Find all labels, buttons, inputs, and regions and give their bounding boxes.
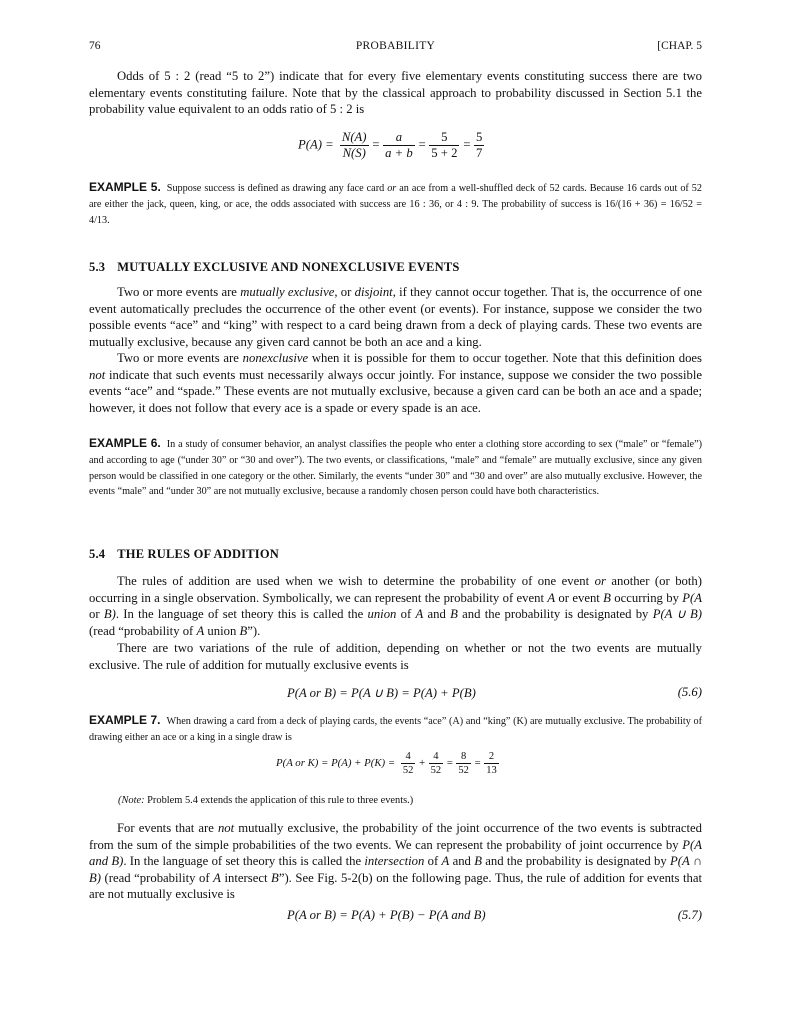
s54p1-orword: or: [89, 607, 104, 622]
intro-text: Odds of 5 : 2 (read “5 to 2”) indicate that for every five elementary events constituting success there are two elementary events constituting failure. Note that by the classical approach to probability discussed in Section 5.1 the probability value equivalent to an odds ratio of 5 : 2 is: [89, 69, 702, 117]
s54p1-c: or event: [555, 590, 604, 605]
section-5-3-heading: [89, 260, 460, 275]
running-title: PROBABILITY: [355, 40, 436, 52]
s53p2-b: when it is possible for them to occur together. Note that this definition does: [308, 351, 702, 365]
s53p2-not: not: [89, 367, 106, 382]
s53p1-disjoint: disjoint: [354, 285, 393, 299]
note-prefix: (Note:: [118, 795, 145, 806]
s53p1-mutually-exclusive: mutually exclusive: [240, 285, 335, 299]
s53p1-b: , or: [334, 285, 355, 299]
s54p1-g: and: [423, 607, 451, 622]
example-5-text-b: an ace from a well-shuffled deck of 52 cards. Because 16 cards out of 52 are either the jack, queen, king, or ace, the odds associated with success are 16 : 36, or 4 : 9. The probability of success is 16/(16 + 36) = 16/52 = 4/13.: [89, 183, 702, 226]
pn-A: A: [441, 854, 450, 869]
eq1-frac2-num: a: [383, 130, 415, 146]
example-7: [89, 713, 702, 746]
page-number: 76: [89, 40, 101, 52]
eq-ex7-f2-den: 52: [430, 765, 442, 776]
pn-not: not: [217, 821, 235, 835]
eq1-frac1-den: N(S): [342, 146, 366, 160]
eq-ex7-f4-den: 13: [486, 765, 497, 776]
pn-d: of: [424, 854, 442, 869]
eq1-frac4-den: 7: [476, 146, 483, 160]
equation-odds-probability: P(A) = $\frac{N(A)}{N(S)}$ = $\frac{a}{a + b}$ = $\frac{5}{5 + 2}$ = $\frac{5}{7}$: [298, 130, 483, 160]
s54p1-B3: B: [450, 607, 458, 622]
equation-example-7: P(A or K) = P(A) + P(K) = $\frac{4}{52}$ + $\frac{4}{52}$ = $\frac{8}{52}$ = $\frac{2}{13}$: [276, 751, 497, 776]
s54p1-or: or: [594, 574, 606, 588]
s53p1-a: Two or more events are: [117, 285, 241, 299]
s54p1-k: ”).: [247, 623, 261, 638]
example-5-label: EXAMPLE 5.: [89, 180, 161, 194]
note-line: [118, 795, 413, 806]
equation-5-7-number: (5.7): [677, 908, 702, 922]
s54p1-b: another (or both) occurring in a single observation. Symbolically, we can represent the probability of event: [89, 574, 702, 605]
equation-5-6: [287, 685, 476, 701]
section-5-4-paragraph-1: [89, 573, 702, 639]
eq-ex7-f1-num: 4: [401, 750, 416, 764]
s53p2-c: indicate that such events must necessarily always occur jointly. For instance, suppose we consider the two possible events “ace” and “spade.” These events are not mutually exclusive, because a given card can be both an ace and a spade; however, it does not follow that every ace is a spade or every spade is an ace.: [89, 367, 702, 415]
pn-i: ”). See Fig. 5-2(b) on the following page. Thus, the rule of addition for events that are not mutually exclusive is: [89, 870, 702, 902]
s54p1-PAUB: P(A ∪ B): [652, 607, 702, 622]
s54p1-A2: A: [415, 607, 424, 622]
s54p2-text: There are two variations of the rule of addition, depending on whether or not the two events are mutually exclusive. The rule of addition for mutually exclusive events is: [89, 641, 702, 672]
running-header: [89, 40, 702, 56]
example-7-text: When drawing a card from a deck of playing cards, the events “ace” (A) and “king” (K) are mutually exclusive. The probability of drawing either an ace or a king in a single draw is: [89, 716, 702, 743]
eq-ex7-f3-den: 52: [458, 765, 469, 776]
pn-h: intersect: [220, 870, 272, 885]
section-number: 5.3: [89, 260, 106, 274]
s54p1-i: (read “probability of: [89, 623, 197, 638]
s54p1-A3: A: [196, 623, 205, 638]
eq-ex7-f4-num: 2: [484, 750, 499, 764]
s53p1-c: , if they cannot occur together. That is, the occurrence of one event automatically precludes the occurrence of the other event (or events). For instance, suppose we consider the two possible events “ace” and “king” with respect to a card being drawn from a deck of playing cards. These two events are mutually exclusive, because any given card cannot be both an ace and a king.: [89, 285, 703, 349]
pn-A2: A: [213, 870, 221, 885]
pn-B: B: [474, 854, 482, 869]
s54p1-f: of: [396, 607, 416, 622]
s54p1-a: The rules of addition are used when we wish to determine the probability of one event: [117, 574, 595, 588]
note-text: Problem 5.4 extends the application of this rule to three events.): [144, 795, 414, 806]
eq-ex7-f2-num: 4: [429, 750, 444, 764]
s54p1-h: and the probability is designated by: [457, 607, 653, 622]
eq1-frac1-num: N(A): [341, 130, 367, 144]
s53p2-a: Two or more events are: [117, 351, 243, 365]
example-6-label: EXAMPLE 6.: [89, 436, 161, 450]
s54p1-j: union: [204, 623, 240, 638]
intro-paragraph: [89, 68, 702, 118]
s54p1-A: A: [547, 590, 556, 605]
s54p1-union: union: [367, 607, 397, 622]
s54p1-B2: B): [103, 607, 116, 622]
pn-a: For events that are: [117, 821, 218, 835]
s53p2-nonexclusive: nonexclusive: [242, 351, 309, 365]
section-title: THE RULES OF ADDITION: [117, 547, 279, 561]
nonexclusive-rule-paragraph: [89, 820, 702, 903]
eq1-lhs: P(A) =: [298, 137, 334, 152]
s54p1-PA: P(A: [682, 590, 702, 605]
section-5-3-paragraph-1: [89, 284, 702, 350]
example-6: [89, 436, 702, 500]
eq-ex7-lhs: P(A or K) = P(A) + P(K) =: [276, 756, 396, 769]
pn-B2: B: [271, 870, 279, 885]
eq57-text: P(A or B) = P(A) + P(B) − P(A and B): [287, 908, 486, 922]
section-5-4-heading: [89, 547, 279, 562]
eq-ex7-f1-den: 52: [402, 765, 414, 776]
pn-g: (read “probability of: [100, 870, 214, 885]
chapter-label: [CHAP. 5: [657, 40, 702, 52]
section-5-4-paragraph-2: [89, 640, 702, 673]
pn-f: and the probability is designated by: [481, 854, 671, 869]
example-5: [89, 180, 702, 228]
pn-c: . In the language of set theory this is called the: [123, 854, 365, 869]
equation-5-6-number: (5.6): [677, 685, 702, 699]
eq1-frac2-den: a + b: [385, 146, 413, 160]
s54p1-B4: B: [239, 623, 248, 638]
s54p1-e: . In the language of set theory this is called the: [115, 607, 368, 622]
example-5-or: or: [387, 183, 397, 194]
section-number: 5.4: [89, 547, 106, 561]
eq-ex7-f3-num: 8: [456, 750, 471, 764]
pn-pab: P(A and B): [89, 837, 702, 869]
s54p1-d: occurring by: [610, 590, 683, 605]
eq1-frac3-den: 5 + 2: [431, 146, 458, 160]
eq1-frac4-num: 5: [476, 130, 483, 144]
section-5-3-paragraph-2: [89, 350, 702, 416]
equation-5-7: [287, 908, 486, 923]
eq56-text: P(A or B) = P(A ∪ B) = P(A) + P(B): [287, 686, 476, 700]
example-5-text-a: Suppose success is defined as drawing any face card: [166, 183, 388, 194]
pn-intersection: intersection: [364, 854, 425, 869]
pn-e: and: [449, 854, 475, 869]
s54p1-B: B: [603, 590, 611, 605]
example-7-label: EXAMPLE 7.: [89, 713, 161, 727]
pn-pcap: P(A ∩ B): [89, 854, 702, 885]
eq1-frac3-num: 5: [429, 130, 459, 146]
section-title: MUTUALLY EXCLUSIVE AND NONEXCLUSIVE EVENTS: [117, 260, 460, 274]
example-6-text: In a study of consumer behavior, an analyst classifies the people who enter a clothing store according to sex (“male” or “female”) and according to age (“under 30” or “30 and over”). The two events, or classifications, “male” and “female” are mutually exclusive, since any given person would be classified in one category or the other. Similarly, the events “under 30” and “30 and over” are also mutually exclusive. However, the events “male” and “under 30” are not mutually exclusive, because a randomly chosen person could have both characteristics.: [89, 439, 702, 498]
pn-b: mutually exclusive, the probability of the joint occurrence of the two events is subtracted from the sum of the simple probabilities of the two events. We can represent the probability of joint occurrence by: [89, 821, 702, 852]
